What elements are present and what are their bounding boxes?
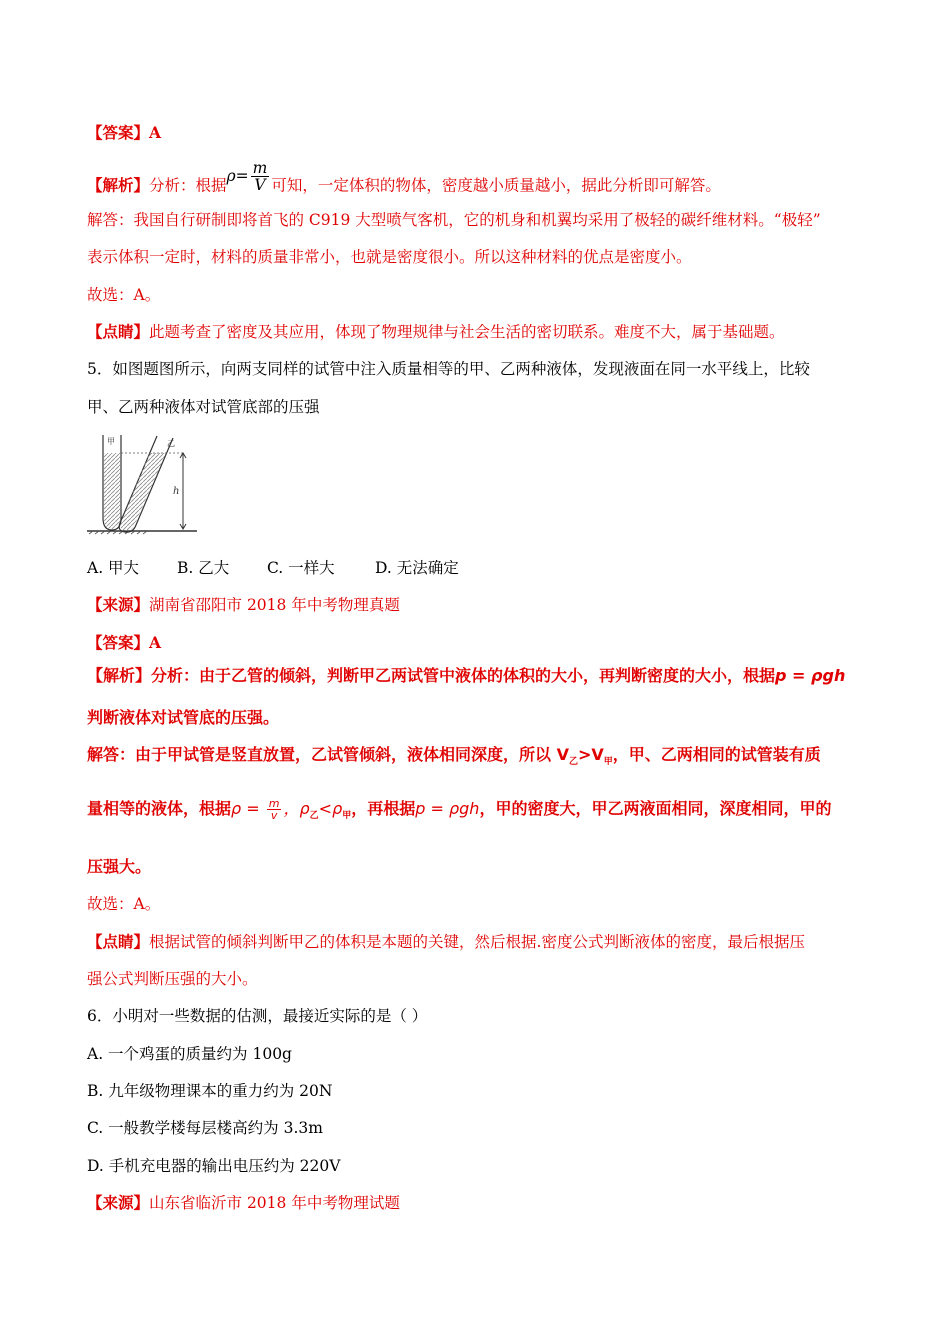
q4-solution-line1: 解答：我国自行研制即将首飞的 C919 大型喷气客机，它的机身和机翼均采用了极轻的碳纤维材料。“极轻”	[87, 211, 821, 229]
density-fraction	[251, 160, 270, 193]
solution-line1: 解答：由于甲试管是竖直放置，乙试管倾斜，液体相同深度，所以 V	[87, 745, 569, 764]
pressure-formula: p = ρgh	[775, 666, 846, 685]
fraction-denominator: v	[270, 809, 278, 822]
pressure-formula-2: p = ρgh	[415, 799, 480, 818]
vertical-tube-liquid	[104, 453, 120, 529]
q5-analysis-line2: 判断液体对试管底的压强。	[87, 708, 280, 727]
q4-answer	[87, 123, 161, 143]
subscript-yi-2: 乙	[309, 811, 319, 822]
answer-value: A	[149, 633, 162, 652]
q4-choice: 故选：A。	[87, 286, 161, 304]
density-fraction	[267, 798, 282, 821]
q6-option-b: B. 九年级物理课本的重力约为 20N	[87, 1082, 333, 1100]
comment-line1: 根据试管的倾斜判断甲乙的体积是本题的关键，然后根据.密度公式判断液体的密度，最后根据压	[149, 933, 805, 951]
q6-source	[87, 1193, 400, 1213]
q5-comment-line2: 强公式判断压强的大小。	[87, 970, 258, 988]
comment-tag: 【点睛】	[87, 932, 150, 951]
answer-value: A	[149, 123, 162, 142]
q4-comment	[87, 322, 785, 342]
q5-comment-line1	[87, 932, 805, 952]
source-tag: 【来源】	[87, 595, 150, 614]
fraction-numerator: m	[252, 159, 268, 177]
height-label: h	[173, 486, 180, 497]
solution-line1-end: ，甲、乙两相同的试管装有质	[612, 745, 821, 764]
analysis-pre: 分析：根据	[149, 176, 227, 195]
solution-line2-end: ，甲的密度大，甲乙两液面相同，深度相同，甲的	[479, 799, 832, 818]
option-b: B. 乙大	[177, 559, 230, 577]
fraction-denominator: V	[254, 176, 266, 194]
q6-stem: 6．小明对一些数据的估测，最接近实际的是（ ）	[87, 1007, 428, 1025]
tube-label-jia: 甲	[107, 437, 115, 446]
subscript-jia: 甲	[603, 757, 613, 768]
rho-relation-pre: ，ρ	[283, 799, 310, 818]
q5-stem-line1: 5．如图题图所示，向两支同样的试管中注入质量相等的甲、乙两种液体，发现液面在同一水平线上，比较	[87, 360, 810, 378]
tube-label-yi: 乙	[167, 439, 175, 448]
q5-options	[87, 558, 459, 578]
solution-line2-pre: 量相等的液体，根据	[87, 799, 232, 818]
q5-stem-line2: 甲、乙两种液体对试管底部的压强	[87, 398, 320, 416]
q5-solution-line1	[87, 745, 821, 772]
greater-than-v: >V	[577, 745, 604, 764]
answer-tag: 【答案】	[87, 633, 150, 652]
analysis-tag: 【解析】	[87, 666, 152, 685]
rho-equals: ρ =	[231, 799, 265, 818]
comment-tag: 【点睛】	[87, 322, 150, 341]
formula-rho: ρ=	[226, 166, 249, 185]
source-text: 山东省临沂市 2018 年中考物理试题	[149, 1194, 400, 1212]
test-tube-figure	[87, 430, 197, 535]
comment-text: 此题考查了密度及其应用，体现了物理规律与社会生活的密切联系。难度不大，属于基础题。	[149, 323, 785, 341]
analysis-tag: 【解析】	[87, 175, 150, 195]
q6-option-c: C. 一般教学楼每层楼高约为 3.3m	[87, 1119, 323, 1137]
q4-solution-line2: 表示体积一定时，材料的质量非常小，也就是密度很小。所以这种材料的优点是密度小。	[87, 248, 692, 266]
rho-relation-mid: <ρ	[318, 799, 343, 818]
analysis-post: 可知，一定体积的物体，密度越小质量越小，据此分析即可解答。	[271, 176, 721, 195]
option-a: A. 甲大	[87, 559, 140, 577]
solution-line2-mid: ，再根据	[351, 799, 416, 818]
subscript-yi: 乙	[568, 757, 578, 768]
source-tag: 【来源】	[87, 1193, 150, 1212]
slanted-tube-liquid	[121, 453, 167, 531]
q5-source	[87, 595, 400, 615]
q5-solution-line2	[87, 798, 831, 826]
q6-option-d: D. 手机充电器的输出电压约为 220V	[87, 1157, 341, 1175]
q5-choice: 故选：A。	[87, 895, 161, 913]
q5-answer	[87, 633, 161, 653]
option-c: C. 一样大	[267, 559, 335, 577]
option-d: D. 无法确定	[375, 559, 459, 577]
subscript-jia-2: 甲	[342, 811, 352, 822]
source-text: 湖南省邵阳市 2018 年中考物理真题	[149, 596, 400, 614]
q5-solution-line3: 压强大。	[87, 857, 152, 876]
q4-analysis	[87, 159, 721, 203]
q5-analysis-line1	[87, 666, 845, 686]
answer-tag: 【答案】	[87, 123, 150, 142]
q6-option-a: A. 一个鸡蛋的质量约为 100g	[87, 1045, 292, 1063]
analysis-line1: 分析：由于乙管的倾斜，判断甲乙两试管中液体的体积的大小，再判断密度的大小，根据	[151, 666, 776, 685]
fraction-numerator: m	[268, 797, 280, 810]
